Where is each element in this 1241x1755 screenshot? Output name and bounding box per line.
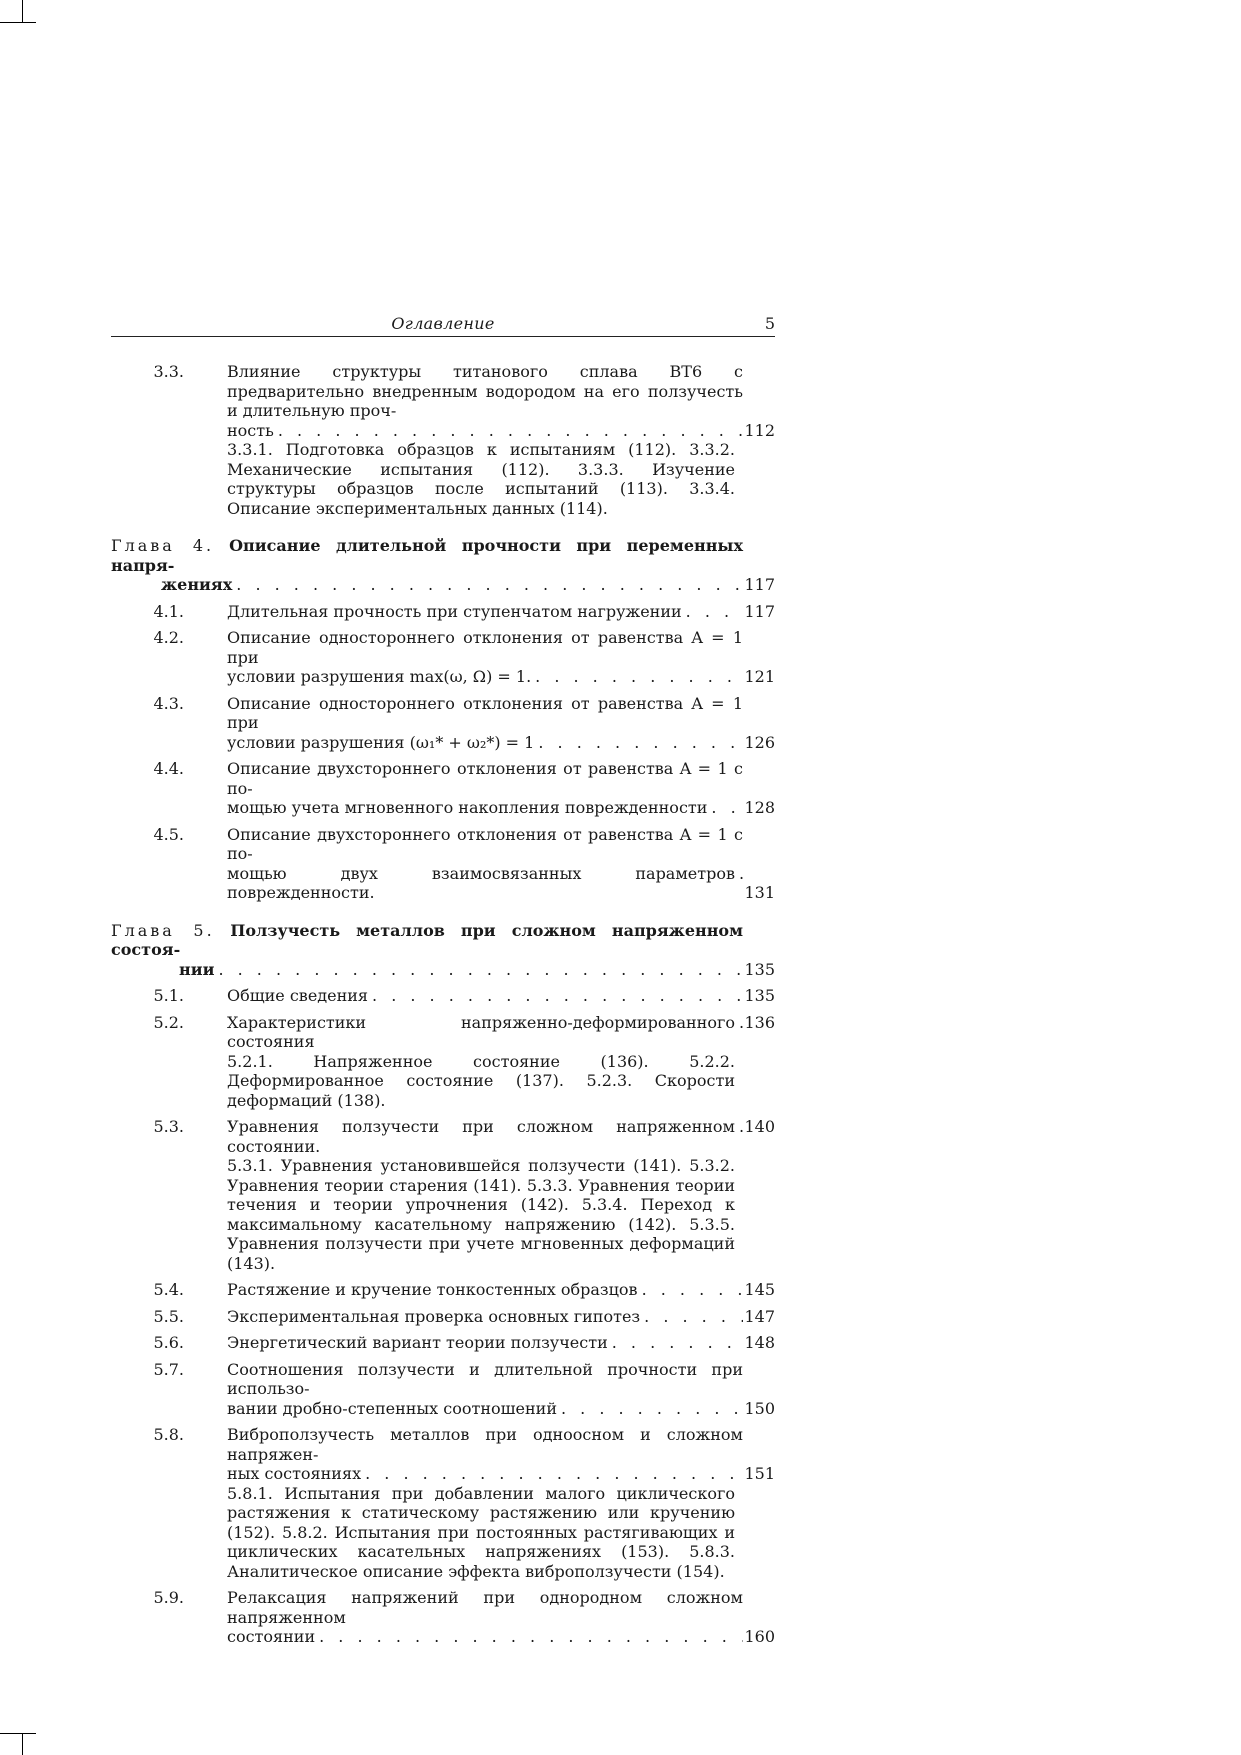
section-title: Соотношения ползучести и длительной прочности при использо- — [227, 1359, 743, 1398]
page-ref: 135 — [744, 986, 775, 1005]
toc-entry-5-3 — [111, 1117, 775, 1156]
section-title: Энергетический вариант теории ползучести — [227, 1333, 608, 1352]
subsections: 5.2.1. Напряженное состояние (136). 5.2.2. Деформированное состояние (137). 5.2.3. Скорости деформаций (138). — [227, 1051, 735, 1110]
section-title: Описание одностороннего отклонения от равенства A = 1 при — [227, 628, 743, 667]
section-number: 5.3. — [153, 1117, 184, 1136]
page-ref: 148 — [744, 1333, 775, 1352]
page-ref: 150 — [744, 1398, 775, 1418]
toc-entry-4-5: 4.5. Описание двухстороннего отклонения от равенства A = 1 с по- мощью двух взаимосвязанных параметров поврежденности. . . . 131 — [111, 825, 775, 903]
section-title: Описание одностороннего отклонения от равенства A = 1 при — [227, 693, 743, 732]
toc-entry-4-1 — [111, 602, 775, 622]
crop-mark — [22, 0, 23, 22]
subsections: 5.8.1. Испытания при добавлении малого циклического растяжения к статическому растяжению или кручению (152). 5.8.2. Испытания при постоянных растягивающих и циклических касательных напряжениях (153). 5.8.3. Аналитическое описание эффекта виброползучести (154). — [227, 1483, 735, 1581]
section-number: 4.5. — [153, 824, 184, 844]
section-number: 4.2. — [153, 628, 184, 647]
toc-entry-5-1 — [111, 986, 775, 1006]
chapter-label: Глава 4. — [111, 536, 215, 555]
section-title: Описание двухстороннего отклонения от равенства A = 1 с по- — [227, 824, 743, 863]
toc-entry-5-6 — [111, 1333, 775, 1353]
section-title: Описание двухстороннего отклонения от равенства A = 1 с по- — [227, 759, 743, 798]
page-ref: 121 — [744, 667, 775, 686]
page-ref: 147 — [744, 1306, 775, 1326]
page-ref: 117 — [744, 601, 775, 621]
page-ref: 136 — [744, 1012, 775, 1032]
section-title: Релаксация напряжений при однородном сложном напряженном — [227, 1588, 743, 1627]
section-number: 5.7. — [153, 1359, 184, 1379]
chapter-5 — [111, 921, 775, 1647]
toc-entry-5-5 — [111, 1307, 775, 1327]
table-of-contents — [111, 362, 775, 1647]
section-title: Общие сведения — [227, 986, 369, 1005]
section-number: 4.1. — [153, 601, 184, 621]
page-ref: 145 — [744, 1280, 775, 1299]
page-ref: 131 — [744, 883, 775, 902]
section-title: Растяжение и кручение тонкостенных образцов — [227, 1280, 638, 1299]
toc-entry-4-4: 4.4. Описание двухстороннего отклонения от равенства A = 1 с по- мощью учета мгновенного накопления поврежденности . . . 128 — [111, 759, 775, 818]
page-ref: 140 — [744, 1117, 775, 1136]
section-title: Длительная прочность при ступенчатом нагружении — [227, 601, 682, 621]
toc-entry-4-2: 4.2. Описание одностороннего отклонения от равенства A = 1 при условии разрушения max(ω, Ω) = 1. . . . 121 — [111, 628, 775, 687]
chapter-3-tail — [111, 362, 775, 518]
section-title: Виброползучесть металлов при одноосном и сложном напряжен- — [227, 1425, 743, 1464]
page-ref: 151 — [744, 1464, 775, 1483]
toc-entry-5-2 — [111, 1013, 775, 1052]
page-number: 5 — [764, 314, 775, 333]
page-ref: 126 — [744, 732, 775, 752]
section-number: 5.4. — [153, 1280, 184, 1299]
section-number: 5.8. — [153, 1425, 184, 1444]
section-title: Уравнения ползучести при сложном напряженном состоянии. — [227, 1117, 735, 1156]
crop-mark — [0, 22, 36, 23]
toc-entry-3-3 — [111, 362, 775, 440]
page-ref: 128 — [744, 798, 775, 817]
chapter-title: Описание длительной прочности при переменных напря- — [111, 536, 743, 575]
chapter-title: Ползучесть металлов при сложном напряженном состоя- — [111, 920, 743, 959]
page-ref: 160 — [744, 1627, 775, 1646]
section-number: 5.1. — [153, 986, 184, 1005]
section-number: 5.6. — [153, 1333, 184, 1352]
page-ref: 117 — [744, 575, 775, 594]
section-title: Влияние структуры титанового сплава ВТ6 с предварительно внедренным водородом на его ползучесть и длительную проч- ность . . . — [153, 362, 743, 440]
chapter-heading: Глава 5. Ползучесть металлов при сложном напряженном состоя- нии . . . 135 — [111, 921, 775, 980]
toc-entry-5-9: 5.9. Релаксация напряжений при однородном сложном напряженном состоянии . . . 160 — [111, 1588, 775, 1647]
section-title: Характеристики напряженно-деформированного состояния — [227, 1012, 735, 1051]
section-number: 4.3. — [153, 693, 184, 713]
toc-entry-5-8: 5.8. Виброползучесть металлов при одноосном и сложном напряжен- ных состояниях . . . 151 — [111, 1425, 775, 1484]
section-number: 5.9. — [153, 1588, 184, 1607]
toc-entry-4-3: 4.3. Описание одностороннего отклонения от равенства A = 1 при условии разрушения (ω₁* + ω₂*) = 1 . . . 126 — [111, 694, 775, 753]
toc-entry-5-7: 5.7. Соотношения ползучести и длительной прочности при использо- вании дробно-степенных соотношений . . . 150 — [111, 1360, 775, 1419]
crop-mark — [0, 1733, 36, 1734]
section-number: 4.4. — [153, 759, 184, 778]
crop-mark — [22, 1733, 23, 1755]
section-number: 3.3. — [153, 362, 184, 381]
page-title: Оглавление — [391, 314, 495, 333]
running-header — [111, 314, 775, 337]
page-ref: 135 — [744, 959, 775, 979]
toc-entry-5-4 — [111, 1280, 775, 1300]
section-number: 5.2. — [153, 1012, 184, 1032]
chapter-heading: Глава 4. Описание длительной прочности при переменных напря- жениях . . . 117 — [111, 536, 775, 595]
chapter-label: Глава 5. — [111, 920, 215, 940]
section-number: 5.5. — [153, 1306, 184, 1326]
subsections: 5.3.1. Уравнения установившейся ползучести (141). 5.3.2. Уравнения теории старения (141). 5.3.3. Уравнения теории течения и теории упрочнения (142). 5.3.4. Переход к максимальному касательному напряжению (142). 5.3.5. Уравнения ползучести при учете мгновенных деформаций (143). — [227, 1156, 735, 1273]
chapter-4 — [111, 536, 775, 903]
page-ref: 112 — [744, 420, 775, 440]
section-title: Экспериментальная проверка основных гипотез — [227, 1306, 641, 1326]
subsections: 3.3.1. Подготовка образцов к испытаниям (112). 3.3.2. Механические испытания (112). 3.3.3. Изучение структуры образцов после испытаний (113). 3.3.4. Описание экспериментальных данных (114). — [227, 440, 735, 518]
